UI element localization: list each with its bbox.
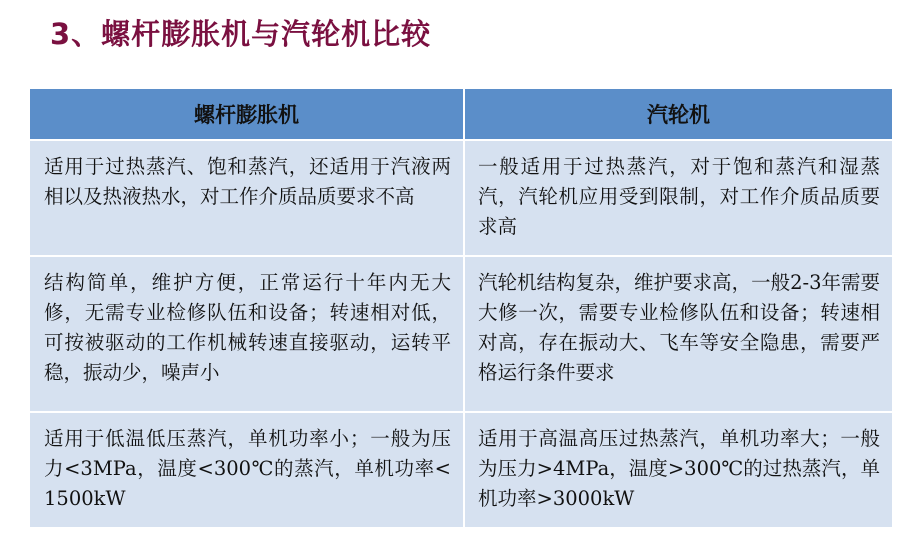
cell-turbine-medium: 一般适用于过热蒸汽，对于饱和蒸汽和湿蒸汽，汽轮机应用受到限制，对工作介质品质要求高 (464, 140, 893, 256)
table-row (29, 412, 893, 528)
cell-turbine-structure: 汽轮机结构复杂，维护要求高，一般2-3年需要大修一次，需要专业检修队伍和设备；转速相对高，存在振动大、飞车等安全隐患，需要严格运行条件要求 (464, 256, 893, 412)
cell-screw-structure: 结构简单，维护方便，正常运行十年内无大修，无需专业检修队伍和设备；转速相对低，可按被驱动的工作机械转速直接驱动，运转平稳，振动少，噪声小 (29, 256, 464, 412)
cell-screw-medium: 适用于过热蒸汽、饱和蒸汽，还适用于汽液两相以及热液热水，对工作介质品质要求不高 (29, 140, 464, 256)
table-row (29, 140, 893, 256)
table-row (29, 256, 893, 412)
table-header-row (29, 89, 893, 140)
cell-screw-capacity: 适用于低温低压蒸汽，单机功率小；一般为压力<3MPa，温度<300℃的蒸汽，单机功率<1500kW (29, 412, 464, 528)
header-screw-expander: 螺杆膨胀机 (29, 89, 464, 140)
cell-turbine-capacity: 适用于高温高压过热蒸汽，单机功率大；一般为压力>4MPa，温度>300℃的过热蒸汽，单机功率>3000kW (464, 412, 893, 528)
slide-title: 3、螺杆膨胀机与汽轮机比较 (50, 17, 432, 51)
comparison-table (28, 89, 894, 529)
header-steam-turbine: 汽轮机 (464, 89, 893, 140)
